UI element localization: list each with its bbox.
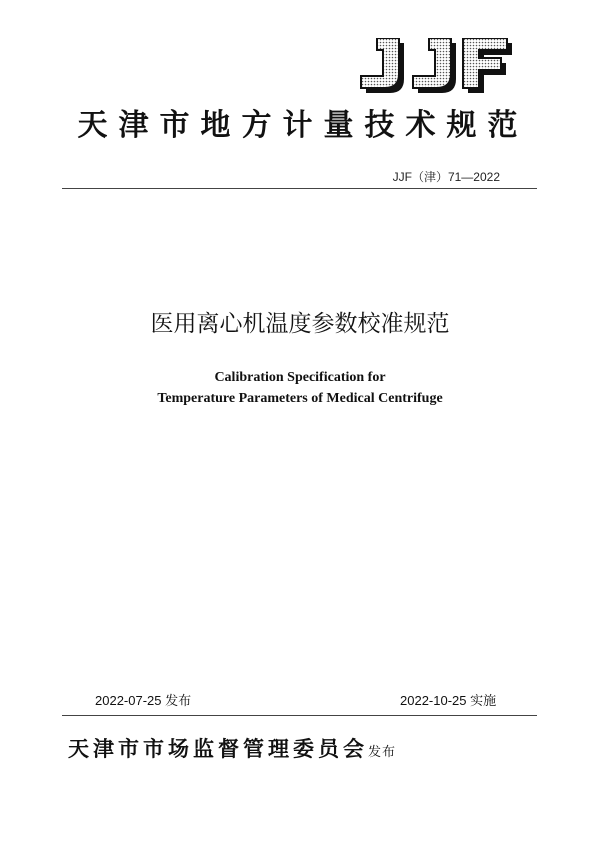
standard-code: JJF（津）71—2022 (392, 170, 500, 184)
document-title-zh: 医用离心机温度参数校准规范 (150, 311, 450, 337)
document-title-en-line1: Calibration Specification for (214, 370, 386, 385)
jjf-logo (355, 38, 517, 96)
publisher-name: 天津市市场监督管理委员会 (68, 737, 368, 761)
standard-category-title: 天津市地方计量技术规范 (77, 108, 529, 143)
publish-date: 2022-07-25 发布 (95, 693, 192, 708)
header-divider (62, 188, 537, 189)
publisher (68, 733, 396, 763)
implement-date: 2022-10-25 实施 (400, 693, 497, 708)
footer-divider (62, 715, 537, 716)
publish-suffix: 发布 (368, 745, 397, 760)
document-title-en-line2: Temperature Parameters of Medical Centrifuge (157, 391, 443, 406)
